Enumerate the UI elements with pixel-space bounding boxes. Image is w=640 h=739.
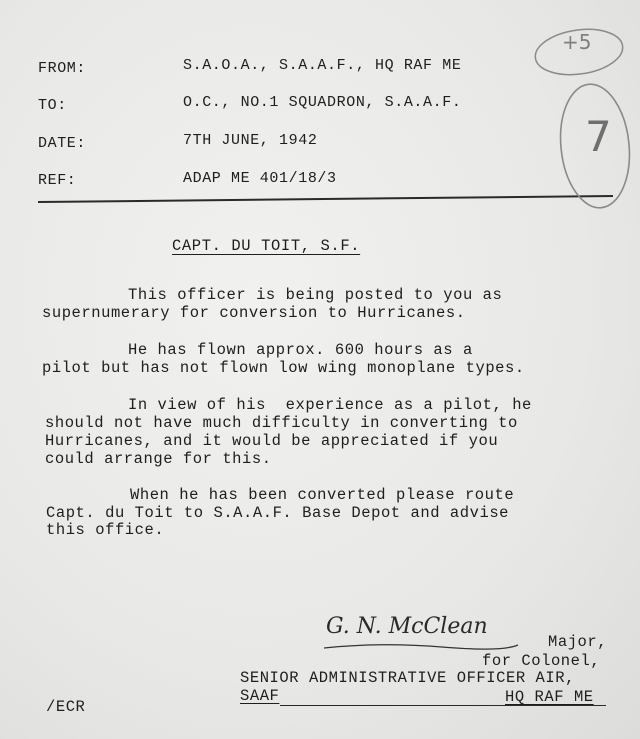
signatory-unit-left: SAAF xyxy=(240,687,280,705)
pencil-circled-number: 7 xyxy=(585,112,612,161)
signatory-rank: Major, xyxy=(548,633,608,651)
para3-line2: should not have much difficulty in converting to xyxy=(45,414,518,432)
para4-line1: When he has been converted please route xyxy=(130,486,515,504)
typist-reference: /ECR xyxy=(46,698,86,716)
para4-line3: this office. xyxy=(46,521,165,539)
date-label: DATE: xyxy=(38,135,87,152)
signatory-unit-right: HQ RAF ME xyxy=(505,688,594,706)
para3-line3: Hurricanes, and it would be appreciated if you xyxy=(45,432,499,450)
para1-line1: This officer is being posted to you as xyxy=(128,286,503,304)
ref-label: REF: xyxy=(38,172,77,189)
signature-flourish xyxy=(322,640,522,652)
pencil-mark-top: +5 xyxy=(562,30,592,54)
from-value: S.A.O.A., S.A.A.F., HQ RAF ME xyxy=(183,57,462,74)
para2-line1: He has flown approx. 600 hours as a xyxy=(128,341,473,359)
para4-line2: Capt. du Toit to S.A.A.F. Base Depot and advise xyxy=(46,504,510,522)
para2-line2: pilot but has not flown low wing monoplane types. xyxy=(42,359,525,377)
para3-line4: could arrange for this. xyxy=(45,450,272,468)
date-value: 7TH JUNE, 1942 xyxy=(183,132,318,149)
signatory-title: SENIOR ADMINISTRATIVE OFFICER AIR, xyxy=(240,669,575,687)
from-label: FROM: xyxy=(38,60,87,77)
para3-line1: In view of his experience as a pilot, he xyxy=(128,396,532,414)
para1-line2: supernumerary for conversion to Hurricanes. xyxy=(42,304,466,322)
to-label: TO: xyxy=(38,97,67,114)
to-value: O.C., NO.1 SQUADRON, S.A.A.F. xyxy=(183,94,462,111)
signatory-for-line: for Colonel, xyxy=(482,652,601,670)
subject-line: CAPT. DU TOIT, S.F. xyxy=(172,237,361,255)
ref-value: ADAP ME 401/18/3 xyxy=(183,170,337,187)
handwritten-signature: G. N. McClean xyxy=(326,614,488,639)
signature-underline xyxy=(280,705,606,706)
